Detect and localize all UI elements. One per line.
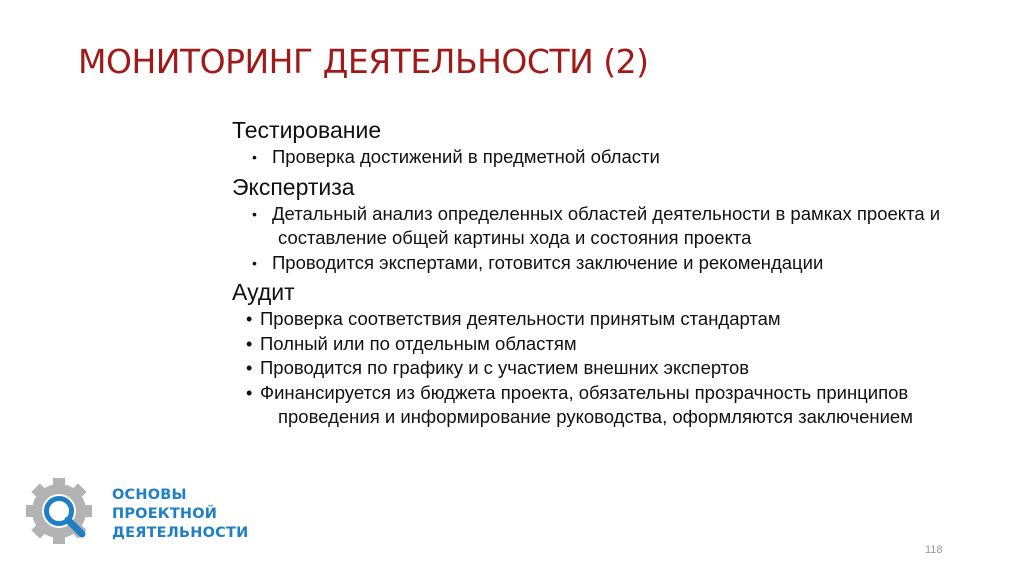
bullet-list xyxy=(232,145,952,170)
logo-line: ДЕЯТЕЛЬНОСТИ xyxy=(112,525,249,541)
page-number: 118 xyxy=(925,544,943,556)
list-item: • Полный или по отдельным областям xyxy=(232,332,952,357)
gear-magnifier-icon xyxy=(26,478,98,550)
section-heading: Тестирование xyxy=(232,117,382,143)
bullet-list xyxy=(232,202,952,276)
logo-line: ПРОЕКТНОЙ xyxy=(112,506,218,522)
section-testing xyxy=(232,116,952,170)
logo-text xyxy=(112,486,248,543)
logo-line: ОСНОВЫ xyxy=(112,487,187,503)
section-heading: Аудит xyxy=(232,279,295,305)
list-item: • Проводится по графику и с участием внешних экспертов xyxy=(232,356,952,381)
section-audit xyxy=(232,278,952,430)
section-expertise xyxy=(232,173,952,276)
course-logo xyxy=(26,478,276,550)
list-item: • Детальный анализ определенных областей деятельности в рамках проекта и составление общей картины хода и состояния проекта xyxy=(252,202,941,248)
list-item: • Проверка достижений в предметной области xyxy=(232,145,952,170)
list-item: • Проверка соответствия деятельности принятым стандартам xyxy=(232,307,952,332)
bullet-icon: • xyxy=(246,382,253,403)
bullet-icon: • xyxy=(246,333,253,354)
slide-content xyxy=(232,116,952,433)
bullet-icon: • xyxy=(252,205,257,222)
bullet-icon: • xyxy=(246,309,253,329)
slide-title: МОНИТОРИНГ ДЕЯТЕЛЬНОСТИ (2) xyxy=(78,42,649,81)
bullet-icon: • xyxy=(252,149,257,165)
list-item: • Финансируется из бюджета проекта, обязательны прозрачность принципов проведения и информирование руководства, оформляются заключением xyxy=(246,381,913,427)
section-heading: Экспертиза xyxy=(232,173,355,200)
bullet-icon: • xyxy=(246,358,253,378)
bullet-list xyxy=(232,307,952,430)
list-item: • Проводится экспертами, готовится заключение и рекомендации xyxy=(232,251,952,276)
bullet-icon: • xyxy=(252,254,257,271)
